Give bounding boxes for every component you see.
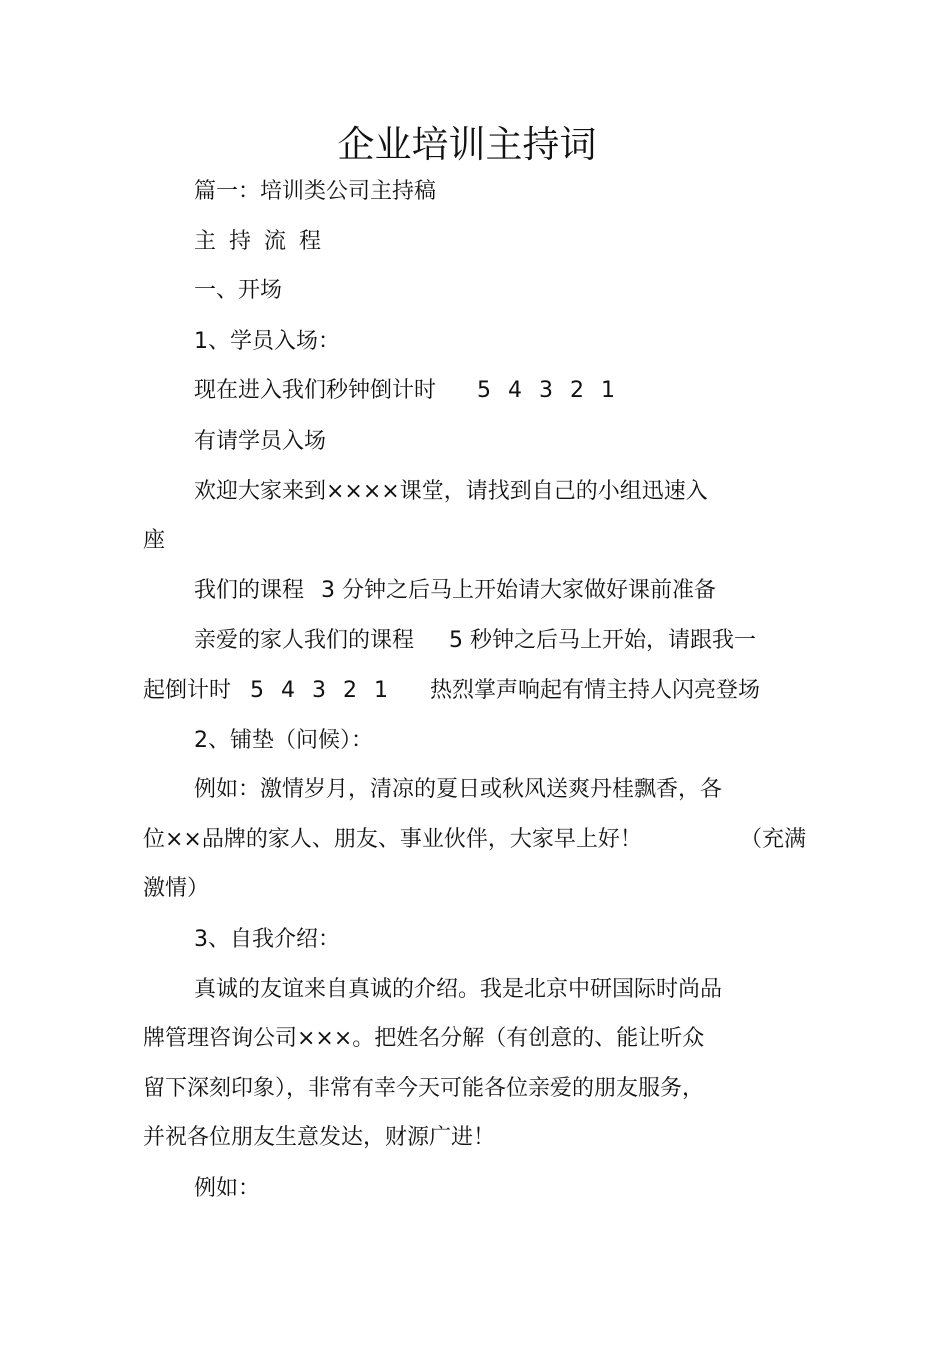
intro-line-3: 留下深刻印象），非常有幸今天可能各位亲爱的朋友服务， <box>143 1076 705 1101</box>
step3-heading: 3、自我介绍： <box>194 927 340 952</box>
document-title: 企业培训主持词 <box>337 123 597 166</box>
step2-heading: 2、铺垫（问候）： <box>194 728 373 753</box>
welcome-line-2: 座 <box>143 528 166 553</box>
invite-students-line: 有请学员入场 <box>194 429 327 454</box>
dear-line2-suffix: 热烈掌声响起有情主持人闪亮登场 <box>429 678 760 703</box>
dear-line2-prefix: 起倒计时 <box>143 678 232 703</box>
intro-line-2: 牌管理咨询公司×××。把姓名分解（有创意的、能让听众 <box>143 1026 705 1051</box>
course-prefix: 我们的课程 <box>194 578 305 603</box>
dear-line-2 <box>143 677 760 705</box>
flow-heading: 主持流程 <box>194 229 335 254</box>
intro-line-1: 真诚的友谊来自真诚的介绍。我是北京中研国际时尚品 <box>194 977 723 1002</box>
course-line <box>194 577 716 605</box>
part1-heading: 一、开场 <box>194 278 283 303</box>
example1-line-2: 位××品牌的家人、朋友、事业伙伴，大家早上好！ <box>143 827 642 852</box>
example1-note-open: （充满 <box>740 827 807 852</box>
countdown-numbers: 5 4 3 2 1 <box>477 378 620 403</box>
example1-line-1: 例如：激情岁月，清凉的夏日或秋风送爽丹桂飘香，各 <box>194 777 723 802</box>
dear-line2-numbers: 5 4 3 2 1 <box>250 678 393 703</box>
countdown-line <box>194 377 620 405</box>
dear-suffix: 秒钟之后马上开始，请跟我一 <box>470 628 757 653</box>
welcome-line-1: 欢迎大家来到××××课堂，请找到自己的小组迅速入 <box>194 479 708 504</box>
course-suffix: 分钟之后马上开始请大家做好课前准备 <box>342 578 717 603</box>
step1-heading: 1、学员入场： <box>194 329 340 354</box>
dear-line-1 <box>194 627 756 655</box>
course-minutes: 3 <box>321 578 336 603</box>
countdown-text: 现在进入我们秒钟倒计时 <box>194 378 437 403</box>
dear-seconds: 5 <box>449 628 464 653</box>
example1-line-3: 激情） <box>143 876 210 901</box>
example2-heading: 例如： <box>194 1176 261 1201</box>
dear-prefix: 亲爱的家人我们的课程 <box>194 628 415 653</box>
intro-line-4: 并祝各位朋友生意发达，财源广进！ <box>143 1125 496 1150</box>
section-heading: 篇一：培训类公司主持稿 <box>194 179 437 204</box>
